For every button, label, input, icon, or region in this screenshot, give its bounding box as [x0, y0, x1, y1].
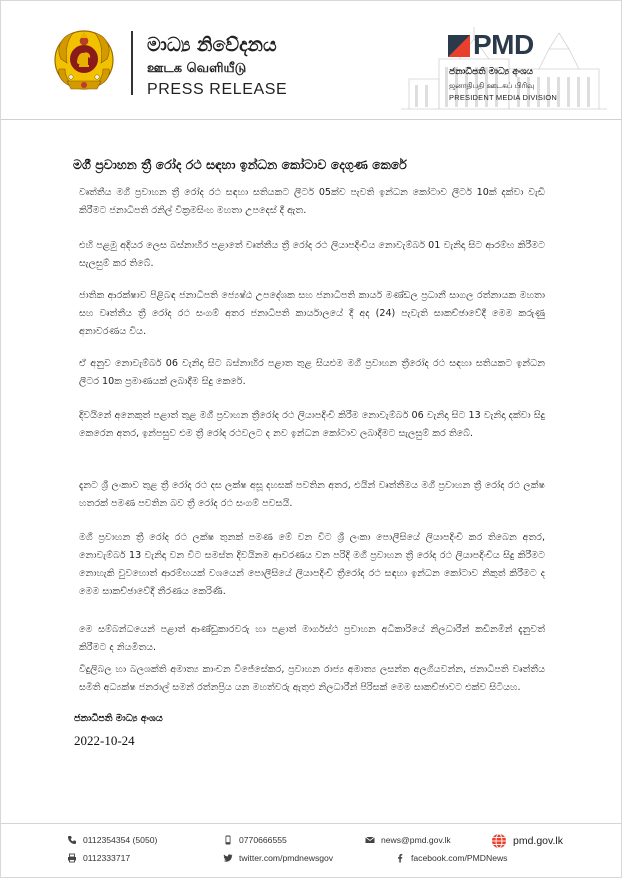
- paragraph-9: විදුලිබල හා බලශක්ති අමාත්‍ය කාංචන විජේසේකර, ප්‍රවාහන රාජ්‍ය අමාත්‍ය ලසන්ත අලගියවන්න, ජනාධිපති වෘත්තීය සමිති අධ්‍යක්ෂ ජනරාල් සමන් රත්නප්‍රිය යන මහත්වරු ඇතුළු නිලධාරීන් පිරිසක් මෙම සාකච්ඡාවට එක්ව සිටියහ.: [79, 664, 545, 693]
- footer-mobile[interactable]: [223, 835, 287, 845]
- footer-email[interactable]: [365, 835, 451, 845]
- footer-rule: [1, 823, 621, 824]
- header-rule: [1, 119, 621, 120]
- signature-organization: ජනාධිපති මාධ්‍ය අංශය: [74, 713, 163, 724]
- twitter-text: twitter.com/pmdnewsgov: [239, 853, 334, 863]
- paragraph-1: වෘත්තීය මගී ප්‍රවාහන ත්‍රී රෝද රථ සඳහා සතියකට ලීටර් 05ක්ව පැවති ඉන්ධන කෝටාව ලීටර් 10ක් දක්වා වැඩි කිරීමට ජනාධිපති රනිල් වික්‍රමසිංහ මහතා උපදෙස් දී ඇත.: [79, 187, 545, 216]
- footer-phone-1[interactable]: [67, 835, 157, 845]
- facebook-text: facebook.com/PMDNews: [411, 853, 508, 863]
- phone-1-text: 0112354354 (5050): [83, 835, 158, 845]
- paragraph-5: දිවයිනේ අනෙකුත් පළාත් තුළ මගී ප්‍රවාහන ත්‍රීරෝද රථ ලියාපදිංචි කිරීම නොවැම්බර් 06 වැනිදා සිට 13 වැනිදා දක්වා සිදු කෙරෙන අතර, ඉන්පසුව එම ත්‍රී රෝද රථවලට ද නව ඉන්ධන කෝටාව ලබාදීමට සැලසුම් කර තිබේ.: [79, 410, 545, 439]
- mobile-text: 0770666555: [239, 835, 287, 845]
- globe-icon: [491, 833, 507, 849]
- footer-phone-2[interactable]: [67, 853, 130, 863]
- sri-lanka-emblem-icon: [53, 29, 115, 95]
- division-name-sinhala: ජනාධිපති මාධ්‍ය අංශය: [449, 67, 534, 77]
- footer-twitter[interactable]: [223, 853, 333, 863]
- release-title: මගී ප්‍රවාහන ත්‍රී රෝද රථ සඳහා ඉන්ධන කෝටාව දෙගුණ කෙරේ: [73, 157, 407, 172]
- release-date: 2022-10-24: [74, 733, 135, 748]
- header-divider: [131, 31, 133, 95]
- pmd-logo-icon: [448, 35, 470, 57]
- website-text: pmd.gov.lk: [513, 835, 563, 847]
- printer-icon: [67, 853, 77, 863]
- twitter-icon: [223, 853, 233, 863]
- mobile-phone-icon: [223, 835, 233, 845]
- paragraph-3: ජාතික ආරක්ෂාව පිළිබඳ ජනාධිපති ජ්‍යෙෂ්ඨ උපදේශක සහ ජනාධිපති කාර්ය මණ්ඩල ප්‍රධානී සාගල රත්නායක මහතා සහ වෘත්තීය ත්‍රී රෝද රථ සංගම් අතර ජනාධිපති කාර්යාලයේ දී අද (24) පැවැති සාකච්ඡාවේදී මෙම කරුණු අනාවරණය විය.: [79, 290, 545, 337]
- paragraph-2: එහි පළමු අදියර ලෙස බස්නාහිර පළාතේ වෘත්තීය ත්‍රී රෝද රථ ලියාපදිංචිය නොවැම්බර් 01 වැනිදා සිට ආරම්භ කිරීමට සැලසුම් කර තිබේ.: [79, 240, 545, 269]
- paragraph-6: දැනට ශ්‍රී ලංකාව තුළ ත්‍රී රෝද රථ දස ලක්ෂ අසූ දහසක් පවතින අතර, එයින් වෘත්තීමය මගී ප්‍රවාහන ත්‍රී රෝද රථ ලක්ෂ හතරක් පමණ පවතින බව ත්‍රී රෝද රථ සංගම් පවසයි.: [79, 480, 545, 509]
- division-name-tamil: ஜனாதிபதி ஊடகப் பிரிவு: [449, 81, 535, 90]
- pmd-logo-text: PMD: [473, 29, 534, 60]
- paragraph-4: ඒ අනුව නොවැම්බර් 06 වැනිදා සිට බස්නාහිර පළාත තුළ සියළුම මගී ප්‍රවාහන ත්‍රීරෝද රථ සඳහා සතියකට ඉන්ධන ලීටර 10ක ප්‍රමාණයක් ලබාදීම සිදු කෙරේ.: [79, 358, 545, 387]
- letterhead: [1, 1, 621, 119]
- paragraph-7: මගී ප්‍රවාහන ත්‍රී රෝද රථ ලක්ෂ තුනක් පමණ මේ වන විට ශ්‍රී ලංකා පොලීසියේ ලියාපදිංචි කර තිබෙන අතර, නොවැම්බර් 13 වැනිදා වන විට සමස්ත දිවයිනම ආවරණය වන පරිදි මගී ප්‍රවාහන ත්‍රී රෝද රථ ලියාපදිංචිය සිදු කිරීමට නොහැකි වුවහොත් ආරම්භයක් වශයෙන් පොලීසියේ ලියාපදිංචි ත්‍රීරෝද රථ සඳහා ඉන්ධන කෝටාව නිකුත් කිරීමට ද මෙම සාකච්ඡාවේදී තීරණය කෙරිණි.: [79, 532, 545, 597]
- phone-icon: [67, 835, 77, 845]
- facebook-icon: [395, 853, 405, 863]
- paragraph-8: මෙ සම්බන්ධයෙන් පළාත් ආණ්ඩුකාරවරු හා පළාත් මාර්ගස්ථ ප්‍රවාහන අධිකාරියේ නිලධාරීන් කඩිනමින් දැනුවත් කිරීමට ද නියමිතය.: [79, 624, 545, 653]
- press-release-sinhala: මාධ්‍ය නිවේදනය: [147, 34, 277, 56]
- phone-2-text: 0112333717: [83, 853, 131, 863]
- email-text: news@pmd.gov.lk: [381, 835, 451, 845]
- press-release-tamil: ஊடக வெளியீடு: [147, 61, 247, 76]
- press-release-english: PRESS RELEASE: [147, 81, 288, 98]
- footer-website[interactable]: [491, 833, 563, 849]
- envelope-icon: [365, 835, 375, 845]
- division-name-english: PRESIDENT MEDIA DIVISION: [449, 93, 558, 102]
- footer-facebook[interactable]: [395, 853, 507, 863]
